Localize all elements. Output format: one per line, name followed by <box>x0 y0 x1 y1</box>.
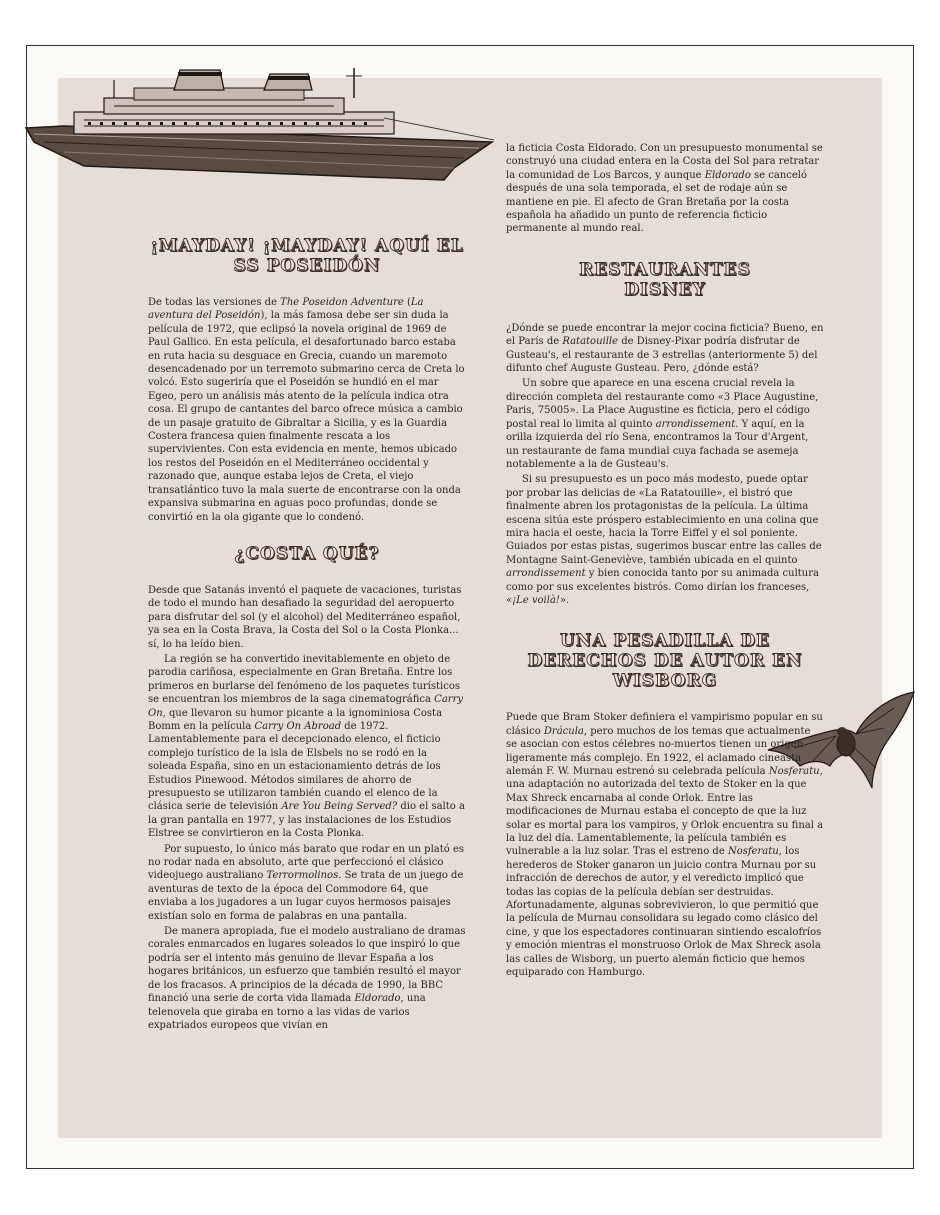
right-column <box>506 142 824 982</box>
paragraph-eldorado-cont: la ficticia Costa Eldorado. Con un presupuesto monumental se construyó una ciudad entera en la Costa del Sol para retratar la comunidad de Los Barcos, y aunque Eldorado se canceló después de una sola temporada, el set de rodaje aún se mantiene en pie. El afecto de Gran Bretaña por la costa española ha añadido un punto de referencia ficticio permanente al mundo real. <box>506 143 823 235</box>
paragraph-wisborg: Puede que Bram Stoker definiera el vampirismo popular en su clásico Drácula, pero muchos de los temas que actualmente se asocian con estos célebres no-muertos tienen un origen ligeramente más complejo. En 1922, el aclamado cineasta alemán F. W. Murnau estrenó su celebrada película Nosferatu, una adaptación no autorizada del texto de Stoker en la que Max Shreck encarnaba al conde Orlok. Entre las modificaciones de Murnau estaba el concepto de que la luz solar es mortal para los vampiros, y Orlok encuentra su final a la luz del día. Lamentablemente, la película también es vulnerable a la luz solar. Tras el estreno de Nosferatu, los herederos de Stoker ganaron un juicio contra Murnau por su infracción de derechos de autor, y el veredicto implicó que todas las copias de la película debían ser destruidas. Afortunadamente, algunas sobrevivieron, lo que permitió que la película de Murnau consolidara su legado como clásico del cine, y que los espectadores continuaran sintiendo escalofríos y emoción mientras el monstruoso Orlok de Max Shreck asola las calles de Wisborg, un puerto alemán ficticio que hemos equiparado con Hamburgo. <box>506 712 824 979</box>
heading-mayday: ¡MAYDAY! ¡MAYDAY! AQUÍ EL SS POSEIDÓN <box>150 236 464 276</box>
heading-wisborg: UNA PESADILLA DE DERECHOS DE AUTOR EN WISBORG <box>527 631 803 692</box>
left-column <box>148 236 466 1034</box>
paragraph-disney-3: Si su presupuesto es un poco más modesto, puede optar por probar las delicias de «La Ratatouille», el bistró que finalmente abren los protagonistas de la película. La última escena sitúa este próspero establecimiento en una colina que mira hacia el oeste, hacia la Torre Eiffel y el sol poniente. Guiados por estas pistas, sugerimos buscar entre las calles de Montagne Saint-Geneviève, también ubicada en el quinto arrondissement y bien conocida tanto por su animada cultura como por sus excelentes bistrós. Como dirían los franceses, «¡Le voilà!». <box>506 474 822 606</box>
paragraph-costa-1: Desde que Satanás inventó el paquete de vacaciones, turistas de todo el mundo han desafiado la seguridad del aeropuerto para disfrutar del sol (y el alcohol) del Mediterráneo español, ya sea en la Costa Brava, la Costa del Sol o la Costa Plonka... sí, lo ha leído bien. <box>148 584 462 650</box>
paragraph-disney-1: ¿Dónde se puede encontrar la mejor cocina ficticia? Bueno, en el París de Ratatouille de Disney-Pixar podría disfrutar de Gusteau's, el restaurante de 3 estrellas (anteriormente 5) del difunto chef Auguste Gusteau. Pero, ¿dónde está? <box>506 322 824 375</box>
paragraph-poseidon: De todas las versiones de The Poseidon Adventure (La aventura del Poseidón), la más famosa debe ser sin duda la película de 1972, que eclipsó la novela original de 1969 de Paul Gallico. En esta película, el desafortunado barco estaba en ruta hacia su desguace en Grecia, cuando un maremoto desencadenado por un terremoto submarino cerca de Creta lo volcó. Esto sugeriría que el Poseidón se hundió en el mar Egeo, pero un análisis más atento de la película indica otra cosa. El grupo de cantantes del barco ofrece música a cambio de un pasaje gratuito de Gibraltar a Sicilia, y es la Guardia Costera francesa quien finalmente rescata a los supervivientes. Con esta evidencia en mente, hemos ubicado los restos del Poseidón en el Mediterráneo occidental y razonado que, aunque estaba lejos de Creta, el viejo transatlántico tuvo la mala suerte de encontrarse con la onda expansiva submarina en aguas poco profundas, donde se convirtió en la ola gigante que lo condenó. <box>148 297 465 523</box>
ocean-liner-illustration <box>24 68 504 188</box>
paragraph-costa-3: Por supuesto, lo único más barato que rodar en un plató es no rodar nada en absoluto, arte que perfeccionó el clásico videojuego australiano Terrormolinos. Se trata de un juego de aventuras de texto de la época del Commodore 64, que enviaba a los jugadores a un lugar cuyos hermosos paisajes existían solo en forma de palabras en una pantalla. <box>148 843 465 922</box>
paragraph-costa-4: De manera apropiada, fue el modelo australiano de dramas corales enmarcados en lugares soleados lo que inspiró lo que podría ser el intento más genuino de llevar España a los hogares británicos, un esfuerzo que también resultó el mayor de los fracasos. A principios de la década de 1990, la BBC financió una serie de corta vida llamada Eldorado, una telenovela que giraba en torno a las vidas de varios expatriados europeos que vivían en <box>148 926 466 1031</box>
heading-costa-que: ¿COSTA QUÉ? <box>234 543 380 564</box>
heading-restaurantes-disney: RESTAURANTES DISNEY <box>579 259 751 300</box>
paragraph-disney-2: Un sobre que aparece en una escena crucial revela la dirección completa del restaurante como «3 Place Augustine, Paris, 75005». La Place Augustine es ficticia, pero el código postal real lo limita al quinto arrondissement. Y aquí, en la orilla izquierda del río Sena, encontramos la Tour d'Argent, un restaurante de fama mundial cuya fachada se asemeja notablemente a la de Gusteau's. <box>506 378 819 470</box>
paragraph-costa-2: La región se ha convertido inevitablemente en objeto de parodia cariñosa, especialmente en Gran Bretaña. Entre los primeros en burlarse del fenómeno de los paquetes turísticos se encuentran los miembros de la saga cinematográfica Carry On, que llevaron su humor picante a la ignominiosa Costa Bomm en la película Carry On Abroad de 1972. Lamentablemente para el decepcionado elenco, el ficticio complejo turístico de la isla de Elsbels no se rodó en la soleada España, sino en un estacionamiento detrás de los Estudios Pinewood. Métodos similares de ahorro de presupuesto se utilizaron también cuando el elenco de la clásica serie de televisión Are You Being Served? dio el salto a la gran pantalla en 1977, y las instalaciones de los Estudios Elstree se convirtieron en la Costa Plonka. <box>148 653 465 840</box>
